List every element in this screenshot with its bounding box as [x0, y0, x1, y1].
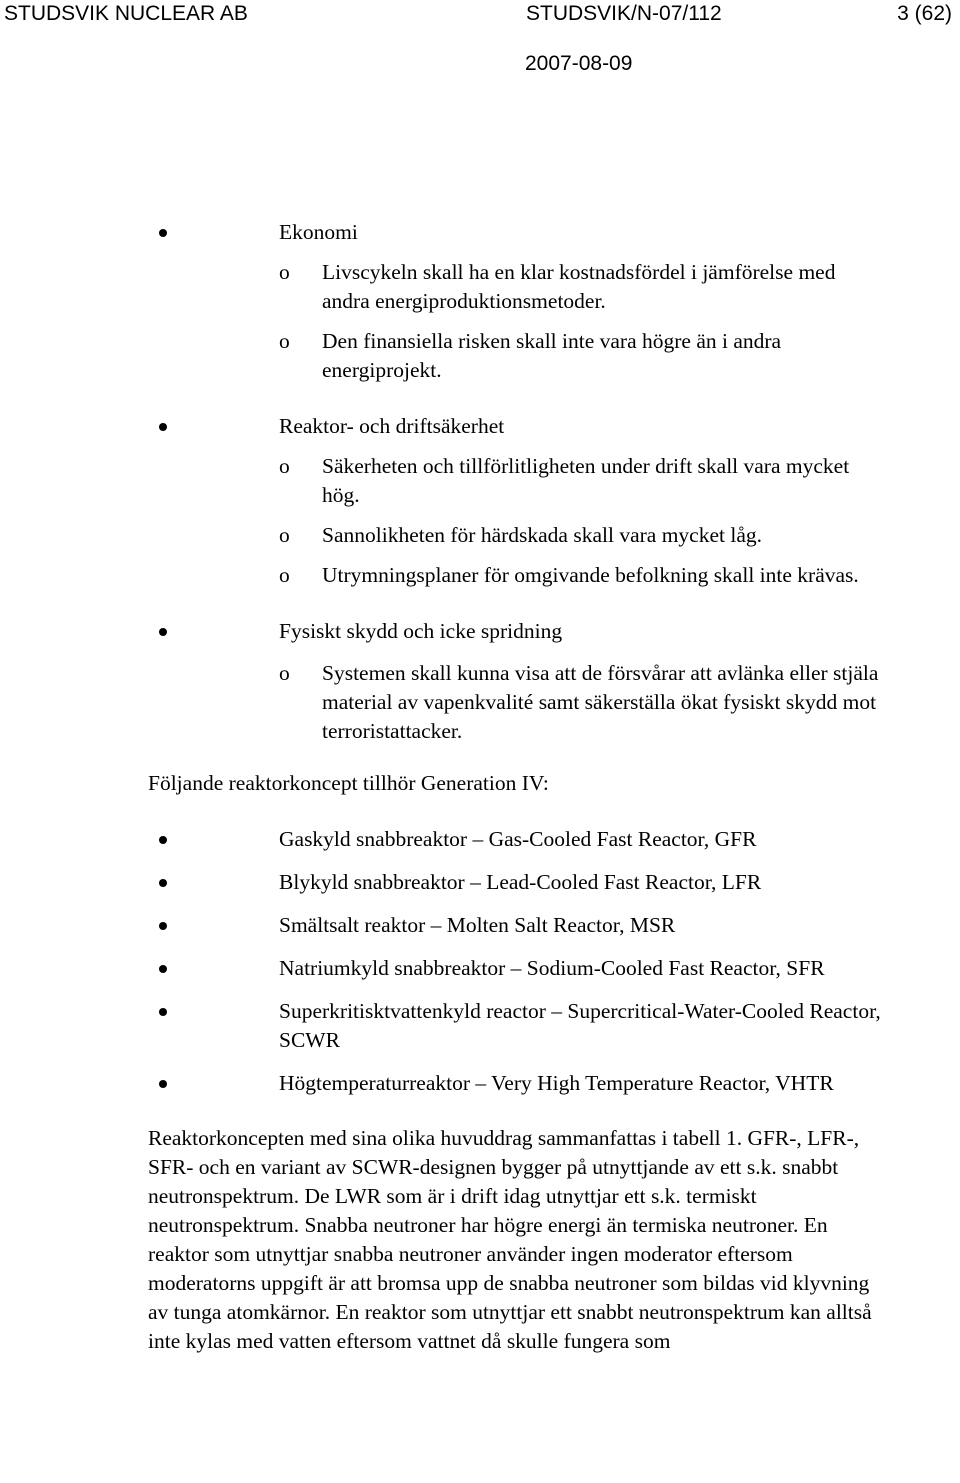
bullet-icon — [159, 423, 167, 431]
sub-bullet-marker: o — [279, 454, 290, 478]
sub-item — [148, 258, 888, 316]
bullet-icon — [159, 1008, 167, 1016]
bullet-icon — [159, 965, 167, 973]
bullet-item — [148, 617, 888, 646]
sub-item-text: Sannolikheten för härdskada skall vara mycket låg. — [322, 523, 763, 547]
page-header — [0, 0, 960, 30]
sub-item-text: Säkerheten och tillförlitligheten under drift skall vara mycket hög. — [322, 454, 850, 507]
concept-item — [148, 911, 888, 940]
sub-item — [148, 659, 888, 746]
concept-item — [148, 997, 888, 1055]
concept-item — [148, 954, 888, 983]
concept-item — [148, 825, 888, 854]
concept-text: Blykyld snabbreaktor – Lead-Cooled Fast Reactor, LFR — [279, 870, 762, 894]
header-doc-id: STUDSVIK/N-07/112 — [526, 2, 722, 25]
requirement-section — [148, 617, 888, 746]
bullet-item — [148, 412, 888, 441]
sub-item — [148, 521, 888, 550]
bullet-item — [148, 218, 888, 247]
concepts-intro: Följande reaktorkoncept tillhör Generation IV: — [148, 771, 549, 795]
sub-item-text: Livscykeln skall ha en klar kostnadsfördel i jämförelse med andra energiproduktionsmetoder. — [322, 260, 836, 313]
concept-text: Natriumkyld snabbreaktor – Sodium-Cooled Fast Reactor, SFR — [279, 956, 825, 980]
bullet-icon — [159, 1080, 167, 1088]
header-company: STUDSVIK NUCLEAR AB — [4, 2, 248, 25]
sub-bullet-marker: o — [279, 523, 290, 547]
concept-text: Superkritisktvattenkyld reactor – Supercritical-Water-Cooled Reactor, SCWR — [279, 999, 881, 1052]
requirement-title: Reaktor- och driftsäkerhet — [279, 414, 505, 438]
sub-item — [148, 561, 888, 590]
sub-bullet-marker: o — [279, 563, 290, 587]
requirement-section — [148, 412, 888, 590]
sub-item — [148, 327, 888, 385]
bullet-icon — [159, 836, 167, 844]
concept-item — [148, 1069, 888, 1098]
requirement-title: Ekonomi — [279, 220, 358, 244]
concept-text: Högtemperaturreaktor – Very High Temperature Reactor, VHTR — [279, 1071, 834, 1095]
bullet-icon — [159, 628, 167, 636]
bullet-icon — [159, 879, 167, 887]
summary-paragraph: Reaktorkoncepten med sina olika huvuddrag sammanfattas i tabell 1. GFR-, LFR-, SFR- och en variant av SCWR-designen bygger på utnyttjande av ett s.k. snabbt neutronspektrum. De LWR som är i drift idag utnyttjar ett s.k. termiskt neutronspektrum. Snabba neutroner har högre energi än termiska neutroner. En reaktor som utnyttjar snabba neutroner använder ingen moderator eftersom moderatorns uppgift är att bromsa upp de snabba neutroner som bildas vid klyvning av tunga atomkärnor. En reaktor som utnyttjar ett snabbt neutronspektrum kan alltså inte kylas med vatten eftersom vattnet då skulle fungera som — [148, 1126, 872, 1353]
concept-text: Gaskyld snabbreaktor – Gas-Cooled Fast Reactor, GFR — [279, 827, 757, 851]
sub-item-text: Systemen skall kunna visa att de försvårar att avlänka eller stjäla material av vapenkvalité samt säkerställa ökat fysiskt skydd mot terroristattacker. — [322, 661, 879, 743]
page-body — [148, 218, 888, 1356]
sub-item — [148, 452, 888, 510]
concept-text: Smältsalt reaktor – Molten Salt Reactor, MSR — [279, 913, 676, 937]
bullet-icon — [159, 922, 167, 930]
sub-bullet-marker: o — [279, 329, 290, 353]
sub-bullet-marker: o — [279, 661, 290, 685]
requirement-section — [148, 218, 888, 385]
header-date: 2007-08-09 — [525, 52, 633, 75]
header-page-number: 3 (62) — [897, 2, 952, 25]
sub-item-text: Utrymningsplaner för omgivande befolkning skall inte krävas. — [322, 563, 859, 587]
sub-item-text: Den finansiella risken skall inte vara högre än i andra energiprojekt. — [322, 329, 782, 382]
bullet-icon — [159, 229, 167, 237]
requirement-title: Fysiskt skydd och icke spridning — [279, 619, 563, 643]
concept-list — [148, 825, 888, 1098]
concept-item — [148, 868, 888, 897]
sub-bullet-marker: o — [279, 260, 290, 284]
